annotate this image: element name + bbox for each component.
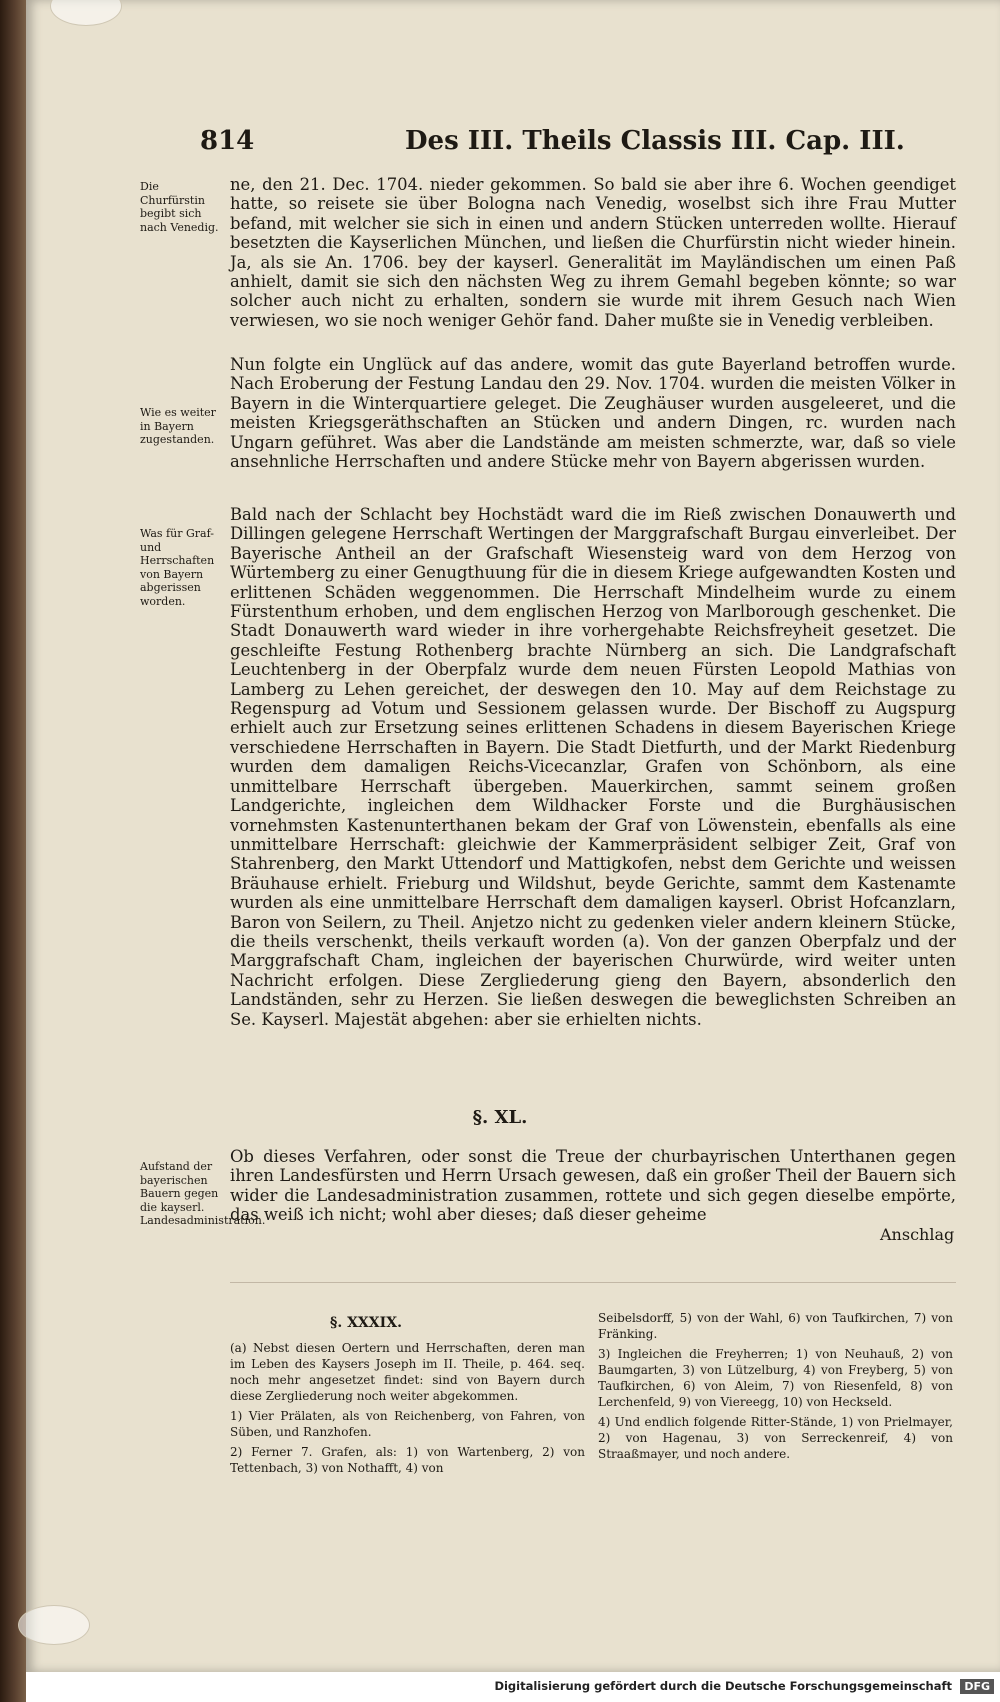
dfg-logo: DFG [960, 1679, 994, 1694]
footer-credit: Digitalisierung gefördert durch die Deutsche Forschungsgemeinschaft [494, 1679, 952, 1693]
page-number: 814 [200, 126, 255, 156]
paragraph-4 [230, 1147, 956, 1225]
footnote-rule [230, 1282, 956, 1283]
paragraph-text: ne, den 21. Dec. 1704. nieder gekommen. So bald sie aber ihre 6. Wochen geendiget hatte, so reisete sie über Bologna nach Venedig, woselbst sich ihre Frau Mutter befand, mit welcher sie sich in einen und andern Stücken unterreden wollte. Hierauf besetzten die Kayserlichen München, und ließen die Churfürstin nicht wieder hinein. Ja, als sie An. 1706. bey der kayserl. Generalität im Mayländischen um einen Paß anhielt, damit sie sich den nächsten Weg zu ihrem Gemahl begeben könnte; so war solcher auch nicht zu erhalten, sondern sie wurde mit ihrem Gesuch nach Wien verwiesen, wo sie noch weniger Gehör fand. Daher mußte sie in Venedig verbleiben. [230, 175, 956, 330]
margin-note: Aufstand der bayerischen Bauern gegen die kayserl. Landesadministration. [140, 1160, 266, 1227]
paragraph-3 [230, 505, 956, 1029]
paragraph-text: Ob dieses Verfahren, oder sonst die Treue der churbayrischen Unterthanen gegen ihren Landesfürsten und Herrn Ursach gewesen, daß ein großer Theil der Bauern sich wider die Landesadministration zusammen, rottete und sich gegen dieselbe empörte, das weiß ich nicht; wohl aber dieses; daß dieser geheime [230, 1147, 956, 1225]
paragraph-2 [230, 355, 956, 471]
catchword: Anschlag [880, 1225, 955, 1244]
margin-note: Was für Graf- und Herrschaften von Bayern abgerissen worden. [140, 527, 215, 608]
footnote-text: Seibelsdorff, 5) von der Wahl, 6) von Taufkirchen, 7) von Fränking. [598, 1311, 953, 1341]
page-header [200, 126, 960, 166]
footnote-heading: §. XXXIX. [330, 1315, 402, 1331]
footnote-text: 3) Ingleichen die Freyherren; 1) von Neuhauß, 2) von Baumgarten, 3) von Lützelburg, 4) von Freyberg, 5) von Taufkirchen, 6) von Aleim, 7) von Riesenfeld, 8) von Lerchenfeld, 9) von Viereegg, 10) von Heckseld. [598, 1347, 953, 1409]
footnote-text: 4) Und endlich folgende Ritter-Stände, 1) von Prielmayer, 2) von Hagenau, 3) von Serreckenreif, 4) von Straaßmayer, und noch andere. [598, 1415, 953, 1461]
margin-note: Die Churfürstin begibt sich nach Venedig. [140, 180, 219, 234]
paragraph-text: Bald nach der Schlacht bey Hochstädt ward die im Rieß zwischen Donauwerth und Dillingen gelegene Herrschaft Wertingen der Marggrafschaft Burgau einverleibet. Der Bayerische Antheil an der Grafschaft Wiesensteig ward von dem Herzog von Würtemberg zu einer Genugthuung für die in diesem Kriege aufgewandten Kosten und erlittenen Schäden weggenommen. Die Herrschaft Mindelheim wurde zu einem Fürstenthum erhoben, und dem englischen Herzog von Marlborough geschenket. Die Stadt Donauwerth ward wieder in ihre vorhergehabte Reichsfreyheit gesetzet. Die geschleifte Festung Rothenberg brachte Nürnberg an sich. Die Landgrafschaft Leuchtenberg in der Oberpfalz wurde dem neuen Fürsten Leopold Mathias von Lamberg zu Lehen gereichet, der deswegen den 10. May auf dem Reichstage zu Regenspurg ad Votum und Sessionem gelassen wurde. Der Bischoff zu Augspurg erhielt auch zur Ersetzung seines erlittenen Schadens in diesem Bayerischen Kriege verschiedene Herrschaften in Bayern. Die Stadt Dietfurth, und der Markt Riedenburg wurden dem damaligen Reichs-Vicecanzlar, Grafen von Schönborn, als eine unmittelbare Herrschaft übergeben. Mauerkirchen, sammt seinem großen Landgerichte, ingleichen dem Wildhacker Forste und die Burghäusischen vornehmsten Kastenunterthanen bekam der Graf von Löwenstein, ebenfalls als eine unmittelbare Herrschaft: gleichwie der Kammerpräsident selbiger Zeit, Graf von Stahrenberg, den Markt Uttendorf und Mattigkofen, nebst dem Gerichte und weissen Bräuhause erhielt. Frieburg und Wildshut, beyde Gerichte, sammt dem Kastenamte wurden als eine unmittelbare Herrschaft dem damaligen kayserl. Obrist Hofcanzlarn, Baron von Seilern, zu Theil. Anjetzo nicht zu gedenken vieler andern kleinern Stücke, die theils verschenkt, theils verkauft worden (a). Von der ganzen Oberpfalz und der Marggrafschaft Cham, ingleichen der bayerischen Churwürde, wird weiter unten Nachricht erfolgen. Diese Zergliederung gieng den Bayern, absonderlich den Landständen, sehr zu Herzen. Sie ließen deswegen die beweglichsten Schreiben an Se. Kayserl. Majestät abgehen: aber sie erhielten nichts. [230, 505, 956, 1029]
footnote-column-right [598, 1310, 953, 1466]
section-heading: §. XL. [472, 1107, 528, 1128]
running-head: Des III. Theils Classis III. Cap. III. [405, 126, 905, 156]
footnote-text: 1) Vier Prälaten, als von Reichenberg, von Fahren, von Süben, und Ranzhofen. [230, 1409, 585, 1439]
paragraph-text: Nun folgte ein Unglück auf das andere, womit das gute Bayerland betroffen wurde. Nach Eroberung der Festung Landau den 29. Nov. 1704. wurden die meisten Völker in Bayern in die Winterquartiere geleget. Die Zeughäuser wurden ausgeleeret, und die meisten Kriegsgeräthschaften an Stücken und andern Dingen, rc. wurden nach Ungarn geführet. Was aber die Landstände am meisten schmerzte, war, daß so viele ansehnliche Herrschaften und andere Stücke mehr von Bayern abgerissen wurden. [230, 355, 956, 472]
footnote-column-left [230, 1340, 585, 1480]
digitization-footer [26, 1672, 1000, 1702]
margin-note: Wie es weiter in Bayern zugestanden. [140, 406, 216, 446]
footnote-text: 2) Ferner 7. Grafen, als: 1) von Wartenberg, 2) von Tettenbach, 3) von Nothafft, 4) von [230, 1445, 585, 1475]
book-binding [0, 0, 26, 1702]
paper-tape-top [50, 0, 122, 26]
paper-tape-bottom [18, 1605, 90, 1645]
footnote-text: (a) Nebst diesen Oertern und Herrschaften, deren man im Leben des Kaysers Joseph im II. Theile, p. 464. seq. noch mehr angesetzet findet: sind von Bayern durch diese Zergliederung noch weiter abgekommen. [230, 1341, 585, 1403]
paragraph-1 [230, 175, 956, 330]
